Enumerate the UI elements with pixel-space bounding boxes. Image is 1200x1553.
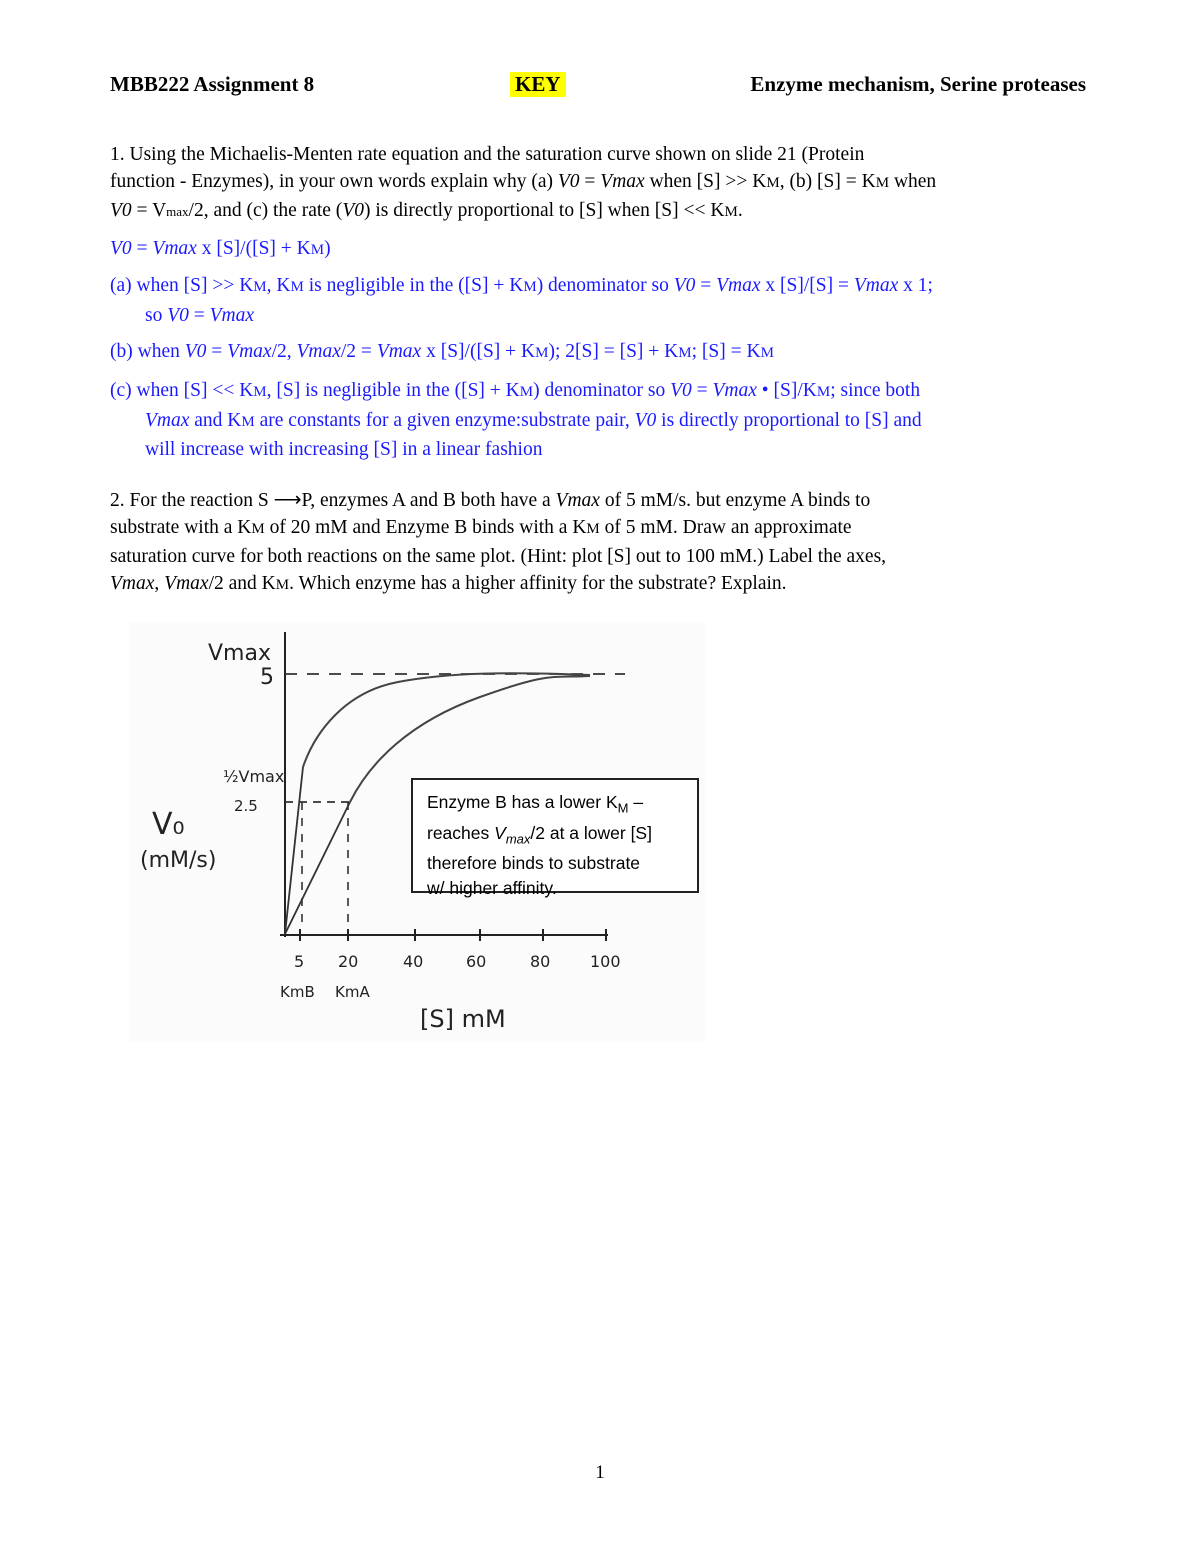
callout-line-4: w/ higher affinity. xyxy=(427,878,557,898)
half-vmax-value: 2.5 xyxy=(234,797,258,815)
answer-a: (a) when [S] >> KM, KM is negligible in the ([S] + KM) denominator so V0 = Vmax x [S]/[S] = Vmax x 1; so V0 = Vmax xyxy=(110,275,933,326)
x-tick-60: 60 xyxy=(466,952,487,971)
answer-c: (c) when [S] << KM, [S] is negligible in the ([S] + KM) denominator so V0 = Vmax • [S]/KM; since both Vmax and KM are constants for a given enzyme:substrate pair, V0 is directly proportional to [S] and will increase with increasing [S] in a linear fashion xyxy=(110,380,922,460)
course-title: MBB222 Assignment 8 xyxy=(110,72,315,96)
x-tick-20: 20 xyxy=(338,952,359,971)
key-badge: KEY xyxy=(510,72,566,97)
q1-line-1: 1. Using the Michaelis-Menten rate equation and the saturation curve shown on slide 21 (Protein xyxy=(110,144,865,165)
y-axis-units: (mM/s) xyxy=(140,848,217,873)
x-tick-5: 5 xyxy=(294,952,305,971)
half-vmax-label: ½Vmax xyxy=(223,767,285,786)
x-tick-labels xyxy=(294,952,621,971)
q1-line-3: V0 = Vmax/2, and (c) the rate (V0) is directly proportional to [S] when [S] << KM. xyxy=(110,200,743,221)
x-tick-80: 80 xyxy=(530,952,551,971)
topic-title: Enzyme mechanism, Serine proteases xyxy=(750,72,1086,96)
enzyme-b-initial-slope xyxy=(285,767,303,934)
vmax-value: 5 xyxy=(260,665,274,690)
enzyme-b-curve xyxy=(303,673,590,767)
callout-box xyxy=(411,778,699,898)
y-axis-label: V₀ xyxy=(152,807,185,842)
x-axis-label: [S] mM xyxy=(420,1005,506,1033)
answer-b: (b) when V0 = Vmax/2, Vmax/2 = Vmax x [S]/([S] + KM); 2[S] = [S] + KM; [S] = KM xyxy=(110,341,774,362)
x-tick-40: 40 xyxy=(403,952,424,971)
x-tick-100: 100 xyxy=(590,952,621,971)
page-number: 1 xyxy=(595,1462,605,1483)
header xyxy=(110,72,1086,102)
enzyme-a-initial-slope xyxy=(285,802,350,934)
question-2: 2. For the reaction S ⟶P, enzymes A and B both have a Vmax of 5 mM/s. but enzyme A binds to substrate with a KM of 20 mM and Enzyme B binds with a KM of 5 mM. Draw an approximate saturation curve for both reactions on the same plot. (Hint: plot [S] out to 100 mM.) Label the axes, Vmax, Vmax/2 and KM. Which enzyme has a higher affinity for the substrate? Explain. xyxy=(110,490,887,594)
vmax-label: Vmax xyxy=(208,641,271,666)
question-1 xyxy=(110,141,1092,226)
q1-line-2: function - Enzymes), in your own words explain why (a) V0 = Vmax when [S] >> KM, (b) [S] = KM when xyxy=(110,171,937,192)
callout-line-1: Enzyme B has a lower $K_M$ – xyxy=(427,792,644,816)
km-b-label: KmB xyxy=(280,983,315,1001)
km-a-label: KmA xyxy=(335,983,370,1001)
answer-equation: V0 = Vmax x [S]/([S] + KM) xyxy=(110,238,331,259)
callout-line-3: therefore binds to substrate xyxy=(427,853,641,873)
saturation-curve-figure xyxy=(130,622,705,1042)
callout-line-2: reaches $V_{max}/2$ at a lower [S] xyxy=(427,822,652,846)
